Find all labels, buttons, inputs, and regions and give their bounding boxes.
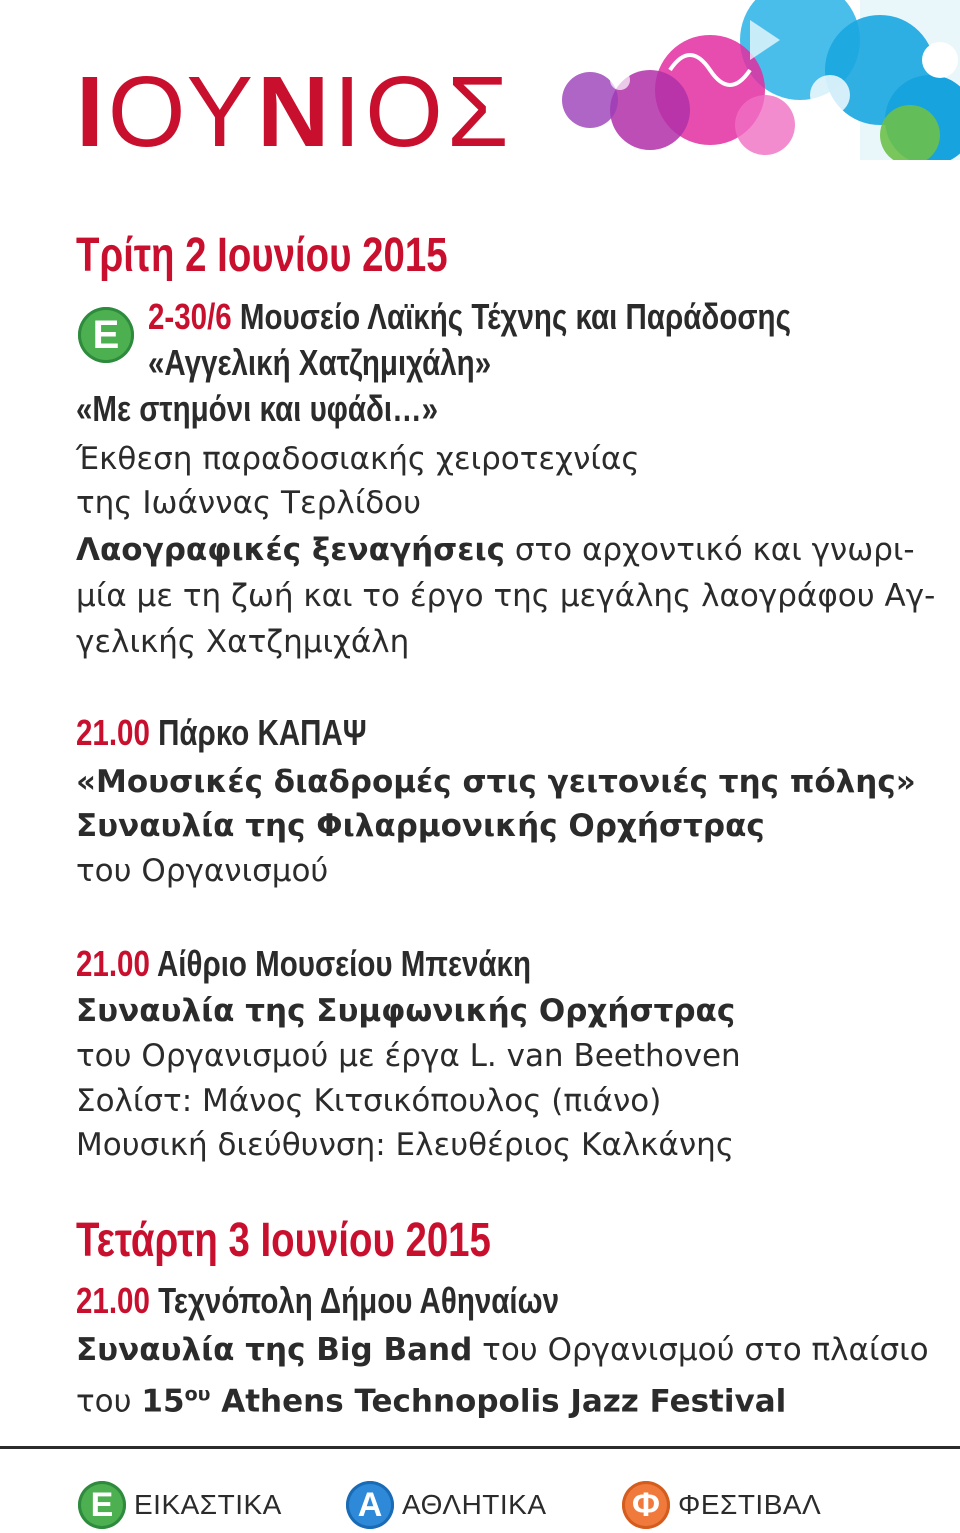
event-1-tours-2: μία με τη ζωή και το έργο της μεγάλης λαογράφου Αγ-	[76, 578, 936, 614]
legend-label-exhibitions: ΕΙΚΑΣΤΙΚΑ	[134, 1489, 282, 1520]
event-3-time: 21.00	[76, 943, 150, 984]
day-heading-2: Τετάρτη 3 Ιουνίου 2015	[76, 1214, 491, 1267]
event-3-header	[76, 943, 531, 985]
event-1-header	[148, 296, 791, 338]
legend-label-festival: ΦΕΣΤΙΒΑΛ	[678, 1489, 822, 1520]
footer-divider	[0, 1446, 960, 1449]
month-part-1: Ι	[76, 56, 108, 168]
event-4-line-2	[76, 1372, 786, 1423]
day-heading-1: Τρίτη 2 Ιουνίου 2015	[76, 229, 448, 282]
event-1-venue: Μουσείο Λαϊκής Τέχνης και Παράδοσης	[239, 296, 791, 337]
legend-item-festival	[622, 1480, 821, 1530]
event-4-line-2-num: 15	[141, 1383, 185, 1420]
month-part-4: Ι	[333, 56, 366, 168]
event-2-title: «Μουσικές διαδρομές στις γειτονιές της πόλης»	[76, 764, 916, 800]
event-2-line-3: του Οργανισμού	[76, 853, 329, 889]
event-2-time: 21.00	[76, 712, 150, 753]
event-3-line-4: Μουσική διεύθυνση: Ελευθέριος Καλκάνης	[76, 1127, 735, 1163]
month-title	[76, 56, 513, 168]
event-1-title: «Με στημόνι και υφάδι…»	[76, 388, 439, 429]
event-3-line-3: Σολίστ: Μάνος Κιτσικόπουλος (πιάνο)	[76, 1083, 662, 1119]
event-1-venue-2: «Αγγελική Χατζημιχάλη»	[148, 342, 492, 383]
decorative-illustration	[500, 0, 960, 160]
month-part-2: ΟΥ	[107, 56, 258, 168]
event-3-line-1: Συναυλία της Συμφωνικής Ορχήστρας	[76, 993, 736, 1029]
event-4-line-2-pre: του	[76, 1383, 142, 1420]
event-4-time: 21.00	[76, 1280, 150, 1321]
event-4-line-2-bold: Athens Technopolis Jazz Festival	[210, 1383, 787, 1420]
event-1-tours-3: γελικής Χατζημιχάλη	[76, 624, 410, 660]
event-1-tours-rest: στο αρχοντικό και γνωρι-	[505, 532, 915, 568]
festival-badge-icon: Φ	[622, 1481, 670, 1529]
event-3-venue: Αίθριο Μουσείου Μπενάκη	[156, 943, 532, 984]
legend-item-exhibitions	[78, 1480, 282, 1530]
event-1-tours-1	[76, 528, 915, 572]
event-1-desc-1: Έκθεση παραδοσιακής χειροτεχνίας	[76, 441, 640, 477]
event-3-line-2: του Οργανισμού με έργα L. van Beethoven	[76, 1038, 741, 1074]
event-4-line-2-sup: ου	[184, 1383, 211, 1405]
event-1-tours-bold: Λαογραφικές ξεναγήσεις	[76, 532, 505, 568]
sports-badge-icon: Α	[346, 1481, 394, 1529]
legend-item-sports	[346, 1480, 547, 1530]
exhibitions-badge-icon: Ε	[78, 1481, 126, 1529]
event-4-line-1-bold: Συναυλία της Big Band	[76, 1332, 473, 1368]
event-1-dates: 2-30/6	[148, 296, 232, 337]
event-2-line-2: Συναυλία της Φιλαρμονικής Ορχήστρας	[76, 808, 765, 844]
event-4-line-1-rest: του Οργανισμού στο πλαίσιο	[472, 1332, 929, 1368]
month-part-5: ΟΣ	[365, 56, 513, 168]
event-4-line-1	[76, 1328, 929, 1372]
legend-label-sports: ΑΘΛΗΤΙΚΑ	[402, 1489, 547, 1520]
event-1-desc-2: της Ιωάννας Τερλίδου	[76, 485, 422, 521]
month-part-3: Ν	[257, 56, 334, 168]
event-4-venue: Τεχνόπολη Δήμου Αθηναίων	[158, 1280, 559, 1321]
event-4-header	[76, 1280, 559, 1322]
event-2-header	[76, 712, 367, 754]
exhibition-badge-icon: Ε	[78, 307, 134, 363]
event-2-venue: Πάρκο ΚΑΠΑΨ	[158, 712, 367, 753]
